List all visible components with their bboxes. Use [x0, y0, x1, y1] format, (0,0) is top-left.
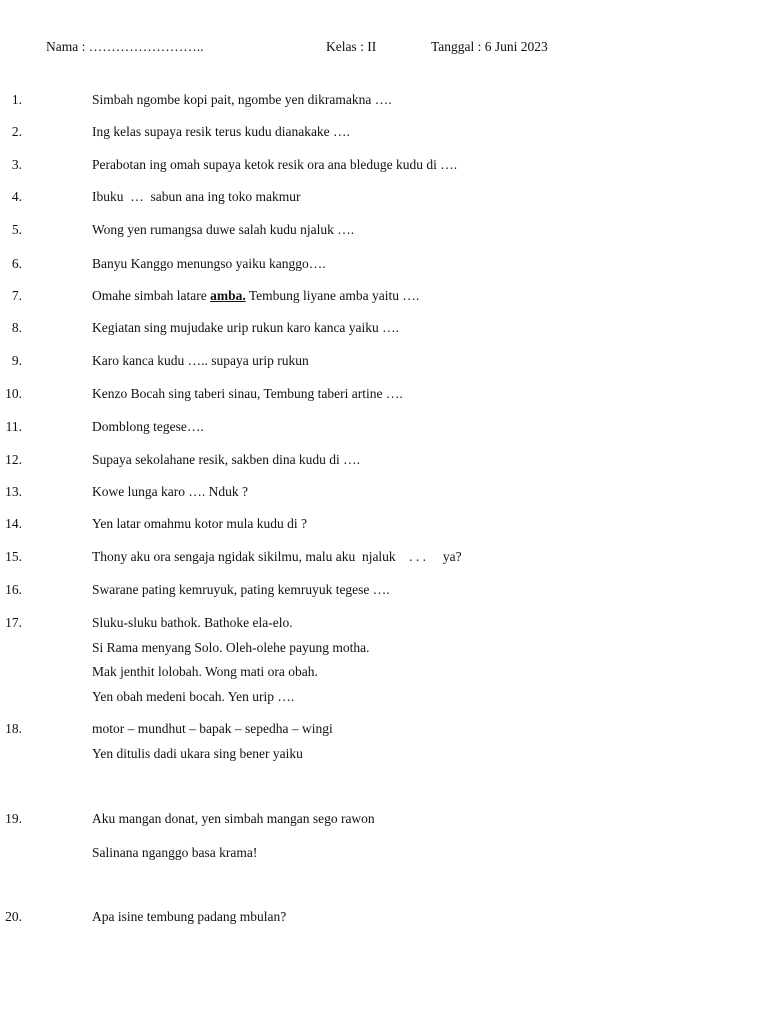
question-number: 1 . — [12, 92, 22, 108]
kelas-label: Kelas : II — [326, 39, 377, 54]
question-text-before: Omahe simbah latare — [92, 288, 211, 303]
question-19-instruction: Salinana nganggo basa krama! — [92, 845, 258, 860]
question-text: Wong yen rumangsa duwe salah kudu njaluk …. — [92, 222, 355, 237]
question-text: Perabotan ing omah supaya ketok resik ora ana bleduge kudu di …. — [92, 157, 458, 172]
question-number: 9 . — [12, 353, 22, 369]
question-number: 11 . — [6, 419, 22, 435]
question-number: 13 . — [5, 484, 22, 500]
question-number: 5 . — [12, 222, 22, 238]
question-text: Banyu Kanggo menungso yaiku kanggo…. — [92, 256, 326, 271]
question-number: 14 . — [5, 516, 22, 532]
question-text: Kowe lunga karo …. Nduk ? — [92, 484, 248, 499]
question-number: 4 . — [12, 189, 22, 205]
question-number: 2 . — [12, 124, 22, 140]
question-text: Aku mangan donat, yen simbah mangan sego rawon — [92, 811, 375, 826]
question-18-line-2: Yen ditulis dadi ukara sing bener yaiku — [92, 746, 303, 761]
question-number: 8 . — [12, 320, 22, 336]
question-text: Apa isine tembung padang mbulan? — [92, 909, 287, 924]
question-text: Yen latar omahmu kotor mula kudu di ? — [92, 516, 307, 531]
question-17-line-3: Mak jenthit lolobah. Wong mati ora obah. — [92, 664, 318, 679]
question-text: Domblong tegese…. — [92, 419, 204, 434]
question-number: 20 . — [5, 909, 22, 925]
question-text: Sluku-sluku bathok. Bathoke ela-elo. — [92, 615, 293, 630]
question-number: 17 . — [5, 615, 22, 631]
question-text: motor – mundhut – bapak – sepedha – wingi — [92, 721, 333, 736]
question-number: 10 . — [5, 386, 22, 402]
question-text: Kegiatan sing mujudake urip rukun karo kanca yaiku …. — [92, 320, 400, 335]
question-number: 12 . — [5, 452, 22, 468]
question-17-line-2: Si Rama menyang Solo. Oleh-olehe payung motha. — [92, 640, 370, 655]
question-text — [92, 288, 419, 304]
question-number: 3 . — [12, 157, 22, 173]
question-number: 19 . — [5, 811, 22, 827]
question-number: 15 . — [5, 549, 22, 565]
emphasized-word: amba. — [210, 288, 246, 303]
question-text: Supaya sekolahane resik, sakben dina kudu di …. — [92, 452, 361, 467]
question-text: Swarane pating kemruyuk, pating kemruyuk tegese …. — [92, 582, 390, 597]
question-text: Simbah ngombe kopi pait, ngombe yen dikramakna …. — [92, 92, 392, 107]
question-text: Thony aku ora sengaja ngidak sikilmu, malu aku njaluk . . . ya? — [92, 549, 462, 564]
tanggal-label: Tanggal : 6 Juni 2023 — [431, 39, 548, 54]
nama-field[interactable]: Nama : …………………….. — [46, 39, 204, 54]
question-text-after: Tembung liyane amba yaitu …. — [245, 288, 420, 303]
question-text: Ibuku … sabun ana ing toko makmur — [92, 189, 301, 204]
question-text: Ing kelas supaya resik terus kudu dianakake …. — [92, 124, 350, 139]
question-number: 7 . — [12, 288, 22, 304]
question-number: 18 . — [5, 721, 22, 737]
question-number: 6 . — [12, 256, 22, 272]
question-text: Karo kanca kudu ….. supaya urip rukun — [92, 353, 309, 368]
question-text: Kenzo Bocah sing taberi sinau, Tembung taberi artine …. — [92, 386, 403, 401]
question-number: 16 . — [5, 582, 22, 598]
question-17-line-4: Yen obah medeni bocah. Yen urip …. — [92, 689, 295, 704]
